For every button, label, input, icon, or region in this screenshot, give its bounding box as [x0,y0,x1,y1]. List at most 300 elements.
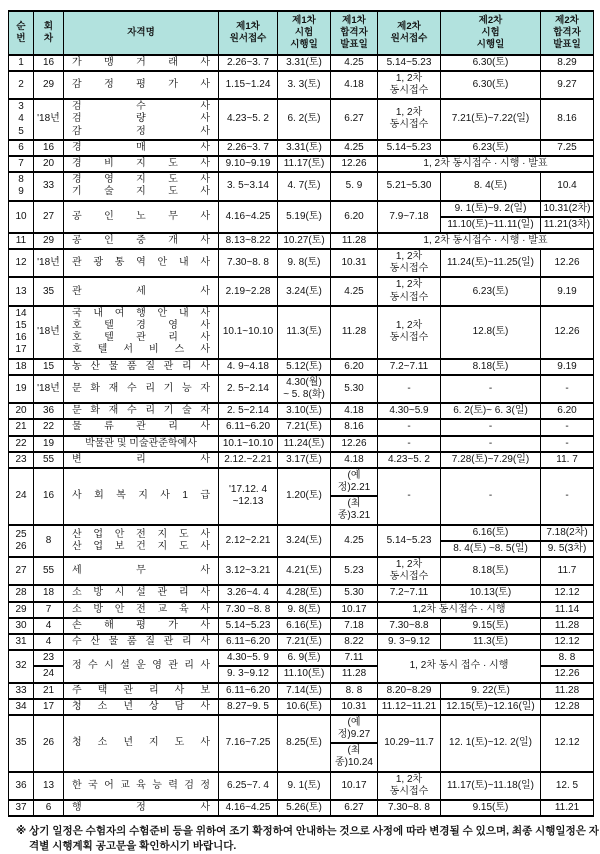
cell-r20-c4: 3.24(토) [278,525,331,557]
cell-r5-c0: 8 9 [9,172,34,200]
cell-r30-c3: 8.27~9. 5 [219,699,278,715]
cell-r26-c3: 6.11~6.20 [219,634,278,650]
cell-r18-c7: - [441,468,541,525]
cell-r2-c4: 6. 2(토) [278,99,331,140]
table-row-13 [9,375,594,403]
cell-r5-c4: 4. 7(토) [278,172,331,200]
cell-r18-c8: - [541,468,594,525]
cell-r30-c6: 11.12~11.21 [378,699,441,715]
table-row-31 [9,715,594,743]
cell-r14-c1: 36 [34,403,64,419]
cell-r15-c7: - [441,419,541,435]
cell-r4-c6: 1, 2차 동시접수 · 시행 · 발표 [378,156,594,172]
cell-r4-c3: 9.10~9.19 [219,156,278,172]
cell-r18-c5: (예정)2.21 [331,468,378,496]
cell-r4-c2: 경 비 지 도 사 [64,156,219,172]
table-row-27 [9,650,594,666]
cell-r31-c0: 35 [9,715,34,772]
cell-r33-c4: 9. 1(토) [278,772,331,800]
cell-r1-c7: 6.30(토) [441,71,541,99]
cell-r6-c7: 9. 1(토)~9. 2(일) [441,201,541,217]
cell-r11-c3: 10.1~10.10 [219,306,278,359]
cell-r12-c6: 7.2~7.11 [378,359,441,375]
table-row-15 [9,419,594,435]
cell-r27-c4: 6. 9(토) [278,650,331,666]
cell-r33-c3: 6.25~7. 4 [219,772,278,800]
table-row-22 [9,557,594,585]
cell-r17-c7: 7.28(토)~7.29(일) [441,452,541,468]
cell-r25-c3: 5.14~5.23 [219,618,278,634]
cell-r0-c4: 3.31(토) [278,55,331,71]
cell-r2-c0: 3 4 5 [9,99,34,140]
cell-r28-c0: 24 [34,666,64,682]
header-cell-8: 제2차 합격자 발표일 [541,11,594,55]
cell-r34-c0: 37 [9,800,34,816]
cell-r31-c5: (예정)9.27 [331,715,378,743]
table-row-3 [9,140,594,156]
cell-r31-c2: 청 소 년 지 도 사 [64,715,219,772]
cell-r17-c2: 변 리 사 [64,452,219,468]
table-row-25 [9,618,594,634]
cell-r20-c0: 25 26 [9,525,34,557]
cell-r27-c2: 정 수 시 설 운 영 관 리 사 [64,650,219,682]
cell-r20-c5: 4.25 [331,525,378,557]
cell-r17-c6: 4.23~5. 2 [378,452,441,468]
cell-r26-c7: 11.3(토) [441,634,541,650]
cell-r24-c3: 7.30 ~8. 8 [219,602,278,618]
cell-r16-c4: 11.24(토) [278,436,331,452]
cell-r21-c0: 8. 4(토) ~8. 5(일) [441,541,541,557]
cell-r13-c5: 5.30 [331,375,378,403]
table-row-2 [9,99,594,140]
cell-r2-c5: 6.27 [331,99,378,140]
cell-r15-c8: - [541,419,594,435]
cell-r22-c5: 5.23 [331,557,378,585]
cell-r29-c5: 8. 8 [331,683,378,699]
table-row-10 [9,277,594,305]
cell-r22-c4: 4.21(토) [278,557,331,585]
cell-r0-c6: 5.14~5.23 [378,55,441,71]
cell-r6-c5: 6.20 [331,201,378,233]
cell-r11-c1: '18년 [34,306,64,359]
cell-r0-c7: 6.30(토) [441,55,541,71]
cell-r12-c7: 8.18(토) [441,359,541,375]
cell-r19-c0: (최종)3.21 [331,496,378,524]
cell-r3-c5: 4.25 [331,140,378,156]
cell-r18-c3: '17.12. 4 ~12.13 [219,468,278,525]
cell-r12-c2: 농 산 물 품 질 관 리 사 [64,359,219,375]
cell-r33-c7: 11.17(토)~11.18(일) [441,772,541,800]
cell-r15-c5: 8.16 [331,419,378,435]
cell-r29-c4: 7.14(토) [278,683,331,699]
cell-r5-c2: 경 영 지 도 사 기 술 지 도 사 [64,172,219,200]
cell-r13-c7: - [441,375,541,403]
cell-r15-c4: 7.21(토) [278,419,331,435]
cell-r1-c3: 1.15~1.24 [219,71,278,99]
cell-r17-c3: 2.12.~2.21 [219,452,278,468]
cell-r3-c3: 2.26~3. 7 [219,140,278,156]
cell-r21-c1: 9. 5(3차) [541,541,594,557]
cell-r20-c7: 6.16(토) [441,525,541,541]
cell-r16-c2: 박물관 및 미술관준학예사 [64,436,219,452]
cell-r20-c2: 산 업 안 전 지 도 사 산 업 보 건 지 도 사 [64,525,219,557]
cell-r22-c7: 8.18(토) [441,557,541,585]
cell-r3-c6: 5.14~5.23 [378,140,441,156]
cell-r23-c6: 7.2~7.11 [378,585,441,601]
cell-r10-c1: 35 [34,277,64,305]
cell-r33-c0: 36 [9,772,34,800]
cell-r16-c1: 19 [34,436,64,452]
cell-r24-c4: 9. 8(토) [278,602,331,618]
cell-r25-c1: 4 [34,618,64,634]
cell-r10-c4: 3.24(토) [278,277,331,305]
header-row [9,11,594,55]
cell-r13-c1: '18년 [34,375,64,403]
cell-r34-c7: 9.15(토) [441,800,541,816]
cell-r20-c8: 7.18(2차) [541,525,594,541]
cell-r28-c2: 11.10(토) [278,666,331,682]
cell-r29-c8: 11.28 [541,683,594,699]
cell-r22-c8: 11.7 [541,557,594,585]
cell-r25-c5: 7.18 [331,618,378,634]
table-row-34 [9,800,594,816]
cell-r30-c7: 12.15(토)~12.16(일) [441,699,541,715]
cell-r0-c2: 가 맹 거 래 사 [64,55,219,71]
cell-r2-c8: 8.16 [541,99,594,140]
cell-r12-c1: 15 [34,359,64,375]
cell-r3-c4: 3.31(토) [278,140,331,156]
table-row-26 [9,634,594,650]
cell-r5-c8: 10.4 [541,172,594,200]
cell-r0-c0: 1 [9,55,34,71]
cell-r17-c0: 23 [9,452,34,468]
cell-r12-c8: 9.19 [541,359,594,375]
cell-r4-c5: 12.26 [331,156,378,172]
cell-r11-c8: 12.26 [541,306,594,359]
cell-r17-c5: 4.18 [331,452,378,468]
cell-r13-c3: 2. 5~2.14 [219,375,278,403]
cell-r6-c0: 10 [9,201,34,233]
cell-r33-c2: 한 국 어 교 육 능 력 검 정 [64,772,219,800]
table-row-24 [9,602,594,618]
cell-r29-c1: 21 [34,683,64,699]
cell-r2-c1: '18년 [34,99,64,140]
cell-r14-c8: 6.20 [541,403,594,419]
cell-r33-c5: 10.17 [331,772,378,800]
cell-r6-c8: 10.31(2차) [541,201,594,217]
cell-r18-c2: 사 회 복 지 사 1 급 [64,468,219,525]
cell-r13-c4: 4.30(월) ~ 5. 8(화) [278,375,331,403]
cell-r9-c0: 12 [9,249,34,277]
table-row-9 [9,249,594,277]
cell-r22-c3: 3.12~3.21 [219,557,278,585]
cell-r9-c2: 관 광 통 역 안 내 사 [64,249,219,277]
cell-r9-c4: 9. 8(토) [278,249,331,277]
cell-r34-c2: 행 정 사 [64,800,219,816]
header-cell-7: 제2차 시험 시행일 [441,11,541,55]
cell-r26-c0: 31 [9,634,34,650]
cell-r25-c2: 손 해 평 가 사 [64,618,219,634]
cell-r8-c6: 1, 2차 동시접수 · 시행 · 발표 [378,233,594,249]
cell-r2-c3: 4.23~5. 2 [219,99,278,140]
cell-r34-c1: 6 [34,800,64,816]
cell-r9-c8: 12.26 [541,249,594,277]
cell-r3-c7: 6.23(토) [441,140,541,156]
table-row-4 [9,156,594,172]
cell-r18-c6: - [378,468,441,525]
cell-r13-c6: - [378,375,441,403]
cell-r10-c8: 9.19 [541,277,594,305]
cell-r1-c5: 4.18 [331,71,378,99]
cell-r26-c4: 7.21(토) [278,634,331,650]
cell-r24-c1: 7 [34,602,64,618]
cell-r17-c1: 55 [34,452,64,468]
cell-r2-c7: 7.21(토)~7.22(일) [441,99,541,140]
table-row-23 [9,585,594,601]
cell-r34-c8: 11.21 [541,800,594,816]
cell-r1-c1: 29 [34,71,64,99]
cell-r0-c3: 2.26~3. 7 [219,55,278,71]
cell-r20-c1: 8 [34,525,64,557]
cell-r14-c4: 3.10(토) [278,403,331,419]
cell-r10-c7: 6.23(토) [441,277,541,305]
cell-r23-c5: 5.30 [331,585,378,601]
cell-r11-c5: 11.28 [331,306,378,359]
cell-r24-c0: 29 [9,602,34,618]
cell-r14-c0: 20 [9,403,34,419]
cell-r1-c2: 감 정 평 가 사 [64,71,219,99]
cell-r2-c2: 검 수 사 검 량 사 감 정 사 [64,99,219,140]
cell-r11-c0: 14 15 16 17 [9,306,34,359]
header-cell-3: 제1차 원서접수 [219,11,278,55]
cell-r3-c1: 16 [34,140,64,156]
cell-r15-c6: - [378,419,441,435]
cell-r14-c3: 2. 5~2.14 [219,403,278,419]
cell-r15-c0: 21 [9,419,34,435]
cell-r26-c2: 수 산 물 품 질 관 리 사 [64,634,219,650]
schedule-table [8,10,594,817]
cell-r28-c1: 9. 3~9.12 [219,666,278,682]
cell-r8-c0: 11 [9,233,34,249]
header-cell-6: 제2차 원서접수 [378,11,441,55]
cell-r10-c2: 관 세 사 [64,277,219,305]
cell-r8-c4: 10.27(토) [278,233,331,249]
cell-r14-c5: 4.18 [331,403,378,419]
table-row-1 [9,71,594,99]
cell-r20-c3: 2.12~2.21 [219,525,278,557]
cell-r23-c3: 3.26~4. 4 [219,585,278,601]
cell-r25-c8: 11.28 [541,618,594,634]
cell-r3-c2: 경 매 사 [64,140,219,156]
cell-r7-c0: 11.10(토)~11.11(일) [441,217,541,233]
cell-r5-c1: 33 [34,172,64,200]
cell-r11-c7: 12.8(토) [441,306,541,359]
cell-r15-c2: 물 류 관 리 사 [64,419,219,435]
cell-r24-c5: 10.17 [331,602,378,618]
cell-r30-c8: 12.28 [541,699,594,715]
cell-r12-c5: 6.20 [331,359,378,375]
cell-r6-c3: 4.16~4.25 [219,201,278,233]
cell-r2-c6: 1, 2차 동시접수 [378,99,441,140]
cell-r3-c0: 6 [9,140,34,156]
cell-r13-c0: 19 [9,375,34,403]
cell-r33-c6: 1, 2차 동시접수 [378,772,441,800]
cell-r7-c1: 11.21(3차) [541,217,594,233]
cell-r28-c3: 11.28 [331,666,378,682]
cell-r10-c3: 2.19~2.28 [219,277,278,305]
cell-r16-c3: 10.1~10.10 [219,436,278,452]
cell-r23-c0: 28 [9,585,34,601]
cell-r6-c4: 5.19(토) [278,201,331,233]
table-row-8 [9,233,594,249]
cell-r30-c2: 청 소 년 상 담 사 [64,699,219,715]
cell-r24-c2: 소 방 안 전 교 육 사 [64,602,219,618]
cell-r30-c1: 17 [34,699,64,715]
cell-r10-c6: 1, 2차 동시접수 [378,277,441,305]
cell-r24-c6: 1,2차 동시접수 · 시행 [378,602,541,618]
cell-r0-c1: 16 [34,55,64,71]
cell-r16-c7: - [441,436,541,452]
cell-r20-c6: 5.14~5.23 [378,525,441,557]
table-row-16 [9,436,594,452]
cell-r13-c8: - [541,375,594,403]
cell-r25-c4: 6.16(토) [278,618,331,634]
cell-r18-c0: 24 [9,468,34,525]
cell-r23-c7: 10.13(토) [441,585,541,601]
cell-r34-c6: 7.30~8. 8 [378,800,441,816]
cell-r6-c6: 7.9~7.18 [378,201,441,233]
cell-r25-c0: 30 [9,618,34,634]
cell-r18-c4: 1.20(토) [278,468,331,525]
cell-r27-c3: 4.30~5. 9 [219,650,278,666]
cell-r9-c7: 11.24(토)~11.25(일) [441,249,541,277]
cell-r32-c0: (최종)10.24 [331,743,378,771]
table-row-11 [9,306,594,359]
cell-r27-c5: 7.11 [331,650,378,666]
cell-r1-c4: 3. 3(토) [278,71,331,99]
cell-r26-c6: 9. 3~9.12 [378,634,441,650]
cell-r9-c3: 7.30~8. 8 [219,249,278,277]
cell-r10-c5: 4.25 [331,277,378,305]
footnote: ※ 상기 일정은 수험자의 수험준비 등을 위하여 조기 확정하여 안내하는 것으로 사정에 따라 변경될 수 있으며, 최종 시행일정은 자격별 시행계획 공고문을 확인하시기 바랍니다. [16,825,599,852]
cell-r12-c4: 5.12(토) [278,359,331,375]
cell-r29-c0: 33 [9,683,34,699]
cell-r11-c4: 11.3(토) [278,306,331,359]
cell-r25-c6: 7.30~8.8 [378,618,441,634]
cell-r34-c3: 4.16~4.25 [219,800,278,816]
cell-r22-c2: 세 무 사 [64,557,219,585]
cell-r22-c6: 1, 2차 동시접수 [378,557,441,585]
header-cell-1: 회 차 [34,11,64,55]
cell-r31-c3: 7.16~7.25 [219,715,278,772]
cell-r33-c8: 12. 5 [541,772,594,800]
cell-r31-c6: 10.29~11.7 [378,715,441,772]
cell-r17-c8: 11. 7 [541,452,594,468]
cell-r14-c6: 4.30~5.9 [378,403,441,419]
cell-r22-c0: 27 [9,557,34,585]
cell-r4-c4: 11.17(토) [278,156,331,172]
cell-r27-c6: 1, 2차 동시 접수 · 시행 [378,650,541,682]
cell-r16-c8: - [541,436,594,452]
table-row-18 [9,468,594,496]
cell-r29-c7: 9. 22(토) [441,683,541,699]
cell-r33-c1: 13 [34,772,64,800]
cell-r8-c5: 11.28 [331,233,378,249]
table-row-20 [9,525,594,541]
cell-r23-c8: 12.12 [541,585,594,601]
cell-r27-c0: 32 [9,650,34,682]
cell-r6-c2: 공 인 노 무 사 [64,201,219,233]
cell-r26-c5: 8.22 [331,634,378,650]
cell-r8-c3: 8.13~8.22 [219,233,278,249]
cell-r34-c4: 5.26(토) [278,800,331,816]
table-row-0 [9,55,594,71]
table-row-29 [9,683,594,699]
header-cell-2: 자격명 [64,11,219,55]
cell-r28-c4: 12.26 [541,666,594,682]
cell-r4-c1: 20 [34,156,64,172]
cell-r16-c0: 22 [9,436,34,452]
cell-r4-c0: 7 [9,156,34,172]
cell-r17-c4: 3.17(토) [278,452,331,468]
table-row-6 [9,201,594,217]
cell-r31-c8: 12.12 [541,715,594,772]
cell-r14-c7: 6. 2(토)~ 6. 3(일) [441,403,541,419]
cell-r30-c5: 10.31 [331,699,378,715]
cell-r30-c4: 10.6(토) [278,699,331,715]
cell-r16-c5: 12.26 [331,436,378,452]
header-cell-0: 순 번 [9,11,34,55]
cell-r26-c8: 12.12 [541,634,594,650]
cell-r14-c2: 문 화 재 수 리 기 술 자 [64,403,219,419]
cell-r31-c4: 8.25(토) [278,715,331,772]
cell-r23-c4: 4.28(토) [278,585,331,601]
cell-r9-c1: '18년 [34,249,64,277]
cell-r1-c6: 1, 2차 동시접수 [378,71,441,99]
table-row-17 [9,452,594,468]
cell-r5-c5: 5. 9 [331,172,378,200]
cell-r11-c6: 1, 2차 동시접수 [378,306,441,359]
cell-r12-c3: 4. 9~4.18 [219,359,278,375]
cell-r16-c6: - [378,436,441,452]
cell-r13-c2: 문 화 재 수 리 기 능 자 [64,375,219,403]
cell-r0-c5: 4.25 [331,55,378,71]
cell-r18-c1: 16 [34,468,64,525]
cell-r24-c7: 11.14 [541,602,594,618]
cell-r29-c2: 주 택 관 리 사 보 [64,683,219,699]
table-row-12 [9,359,594,375]
cell-r5-c7: 8. 4(토) [441,172,541,200]
cell-r31-c1: 26 [34,715,64,772]
cell-r8-c1: 29 [34,233,64,249]
cell-r27-c1: 23 [34,650,64,666]
cell-r23-c2: 소 방 시 설 관 리 사 [64,585,219,601]
cell-r9-c5: 10.31 [331,249,378,277]
cell-r6-c1: 27 [34,201,64,233]
cell-r3-c8: 7.25 [541,140,594,156]
table-body [9,55,594,817]
table-row-33 [9,772,594,800]
cell-r27-c7: 8. 8 [541,650,594,666]
cell-r1-c8: 9.27 [541,71,594,99]
table-row-5 [9,172,594,200]
header-cell-5: 제1차 합격자 발표일 [331,11,378,55]
cell-r12-c0: 18 [9,359,34,375]
table-header [9,11,594,55]
cell-r23-c1: 18 [34,585,64,601]
cell-r30-c0: 34 [9,699,34,715]
cell-r22-c1: 55 [34,557,64,585]
